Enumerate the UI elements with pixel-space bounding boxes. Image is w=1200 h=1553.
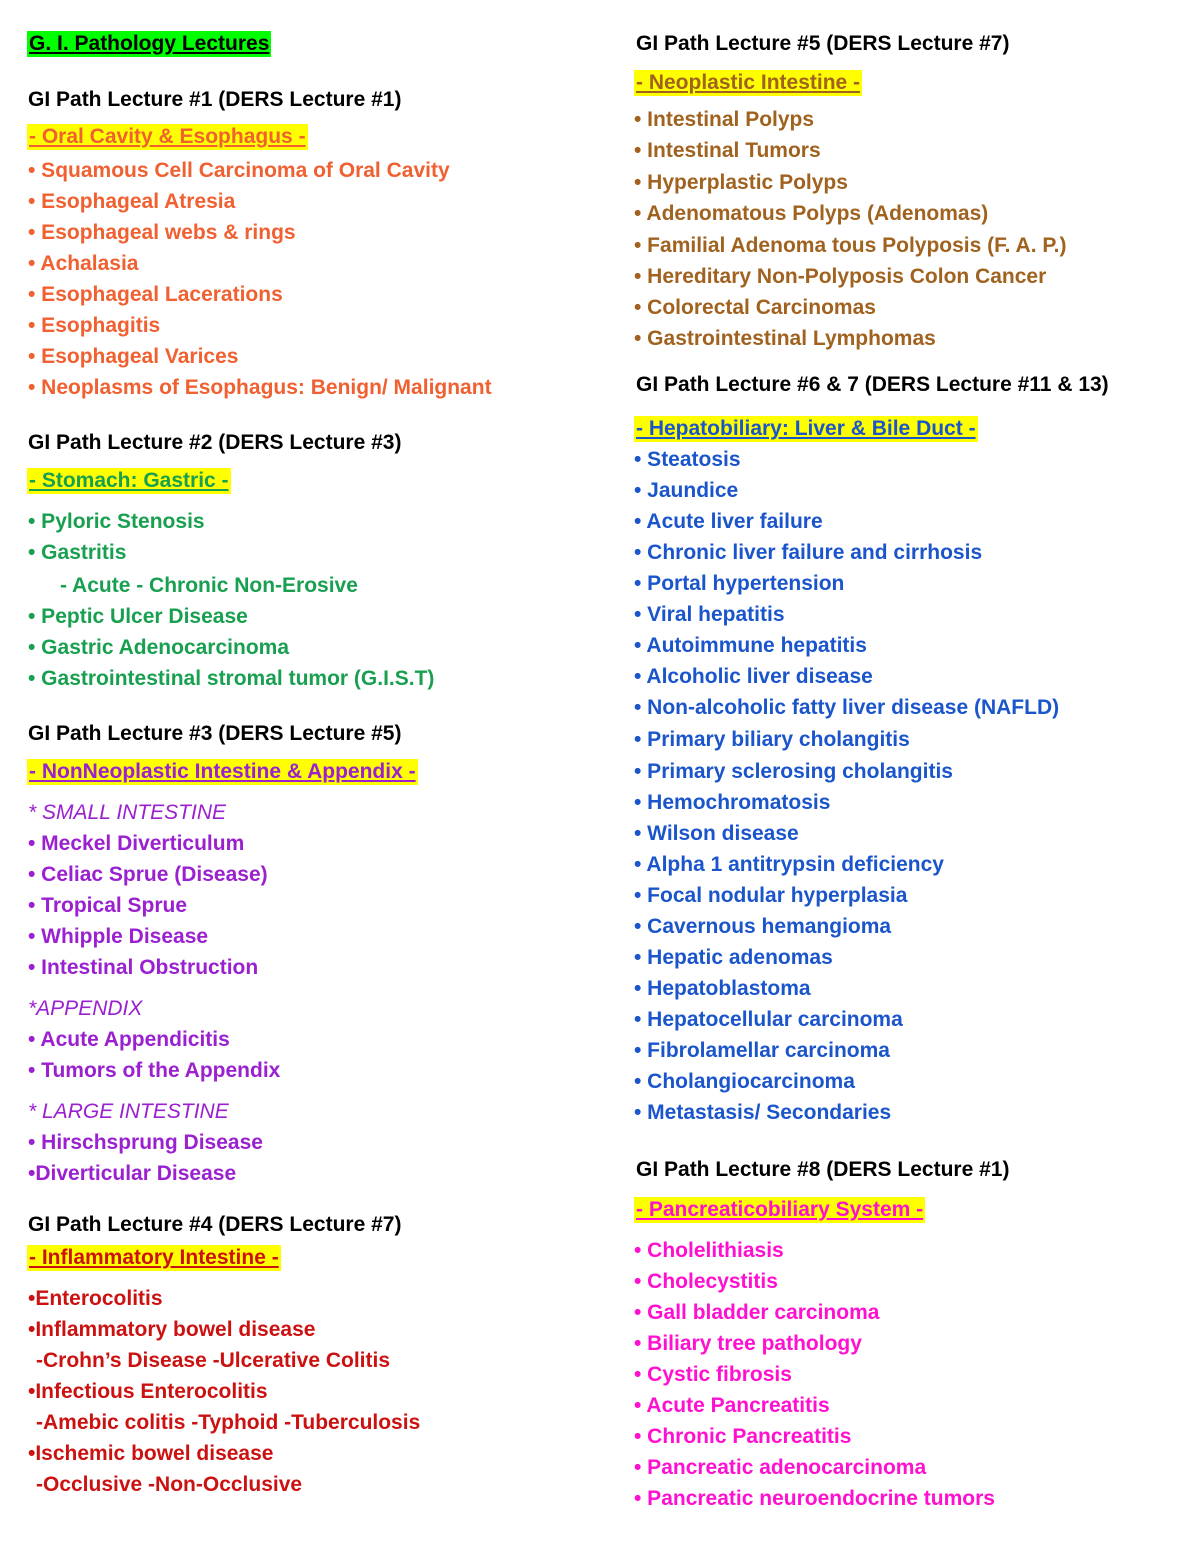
list-item: • Meckel Diverticulum	[28, 832, 245, 855]
list-item: • Colorectal Carcinomas	[634, 296, 876, 319]
list-item: • Whipple Disease	[28, 925, 209, 948]
category-label: * LARGE INTESTINE	[28, 1100, 229, 1123]
list-item: • Peptic Ulcer Disease	[28, 605, 248, 628]
list-item: • Cholangiocarcinoma	[634, 1070, 855, 1093]
list-item: • Acute Pancreatitis	[634, 1394, 830, 1417]
lecture-6-7-heading: GI Path Lecture #6 & 7 (DERS Lecture #11 & 13)	[636, 373, 1109, 396]
list-item: • Gastrointestinal Lymphomas	[634, 327, 936, 350]
list-item: • Primary sclerosing cholangitis	[634, 760, 953, 783]
list-item: • Esophagitis	[28, 314, 161, 337]
list-item: • Focal nodular hyperplasia	[634, 884, 908, 907]
lecture-8-heading: GI Path Lecture #8 (DERS Lecture #1)	[636, 1158, 1010, 1181]
list-item: • Biliary tree pathology	[634, 1332, 862, 1355]
category-label: * SMALL INTESTINE	[28, 801, 227, 824]
list-item: • Viral hepatitis	[634, 603, 785, 626]
list-item: • Hirschsprung Disease	[28, 1131, 263, 1154]
list-item: -Crohn’s Disease -Ulcerative Colitis	[36, 1349, 391, 1372]
lecture-1-heading: GI Path Lecture #1 (DERS Lecture #1)	[28, 88, 402, 111]
list-item: - Acute - Chronic Non-Erosive	[60, 574, 358, 597]
lecture-5-heading: GI Path Lecture #5 (DERS Lecture #7)	[636, 32, 1010, 55]
list-item: • Pancreatic adenocarcinoma	[634, 1456, 927, 1479]
list-item: •Enterocolitis	[28, 1287, 163, 1310]
list-item: • Cholecystitis	[634, 1270, 778, 1293]
list-item: • Cavernous hemangioma	[634, 915, 892, 938]
list-item: • Familial Adenoma tous Polyposis (F. A. P.)	[634, 234, 1067, 257]
list-item: -Amebic colitis -Typhoid -Tuberculosis	[36, 1411, 421, 1434]
list-item: • Hepatic adenomas	[634, 946, 833, 969]
lecture-4-topic: - Inflammatory Intestine -	[29, 1246, 279, 1269]
lecture-2-heading: GI Path Lecture #2 (DERS Lecture #3)	[28, 431, 402, 454]
list-item: •Infectious Enterocolitis	[28, 1380, 268, 1403]
lecture-2-topic: - Stomach: Gastric -	[29, 469, 229, 492]
list-item: • Hereditary Non-Polyposis Colon Cancer	[634, 265, 1047, 288]
list-item: • Alcoholic liver disease	[634, 665, 873, 688]
lecture-5-topic: - Neoplastic Intestine -	[636, 71, 861, 94]
list-item: • Primary biliary cholangitis	[634, 728, 910, 751]
lecture-1-topic: - Oral Cavity & Esophagus -	[29, 125, 306, 148]
list-item: • Hemochromatosis	[634, 791, 831, 814]
list-item: • Hyperplastic Polyps	[634, 171, 848, 194]
list-item: • Metastasis/ Secondaries	[634, 1101, 892, 1124]
list-item: • Adenomatous Polyps (Adenomas)	[634, 202, 989, 225]
list-item: • Esophageal Atresia	[28, 190, 236, 213]
list-item: • Gastric Adenocarcinoma	[28, 636, 289, 659]
list-item: • Gall bladder carcinoma	[634, 1301, 880, 1324]
list-item: • Tumors of the Appendix	[28, 1059, 281, 1082]
list-item: • Gastrointestinal stromal tumor (G.I.S.T)	[28, 667, 435, 690]
list-item: • Neoplasms of Esophagus: Benign/ Malignant	[28, 376, 492, 399]
list-item: • Cystic fibrosis	[634, 1363, 792, 1386]
page-title: G. I. Pathology Lectures	[29, 32, 270, 55]
list-item: • Hepatoblastoma	[634, 977, 811, 1000]
list-item: •Ischemic bowel disease	[28, 1442, 274, 1465]
list-item: • Acute liver failure	[634, 510, 823, 533]
list-item: • Chronic Pancreatitis	[634, 1425, 852, 1448]
lecture-3-topic: - NonNeoplastic Intestine & Appendix -	[29, 760, 416, 783]
list-item: • Fibrolamellar carcinoma	[634, 1039, 890, 1062]
list-item: • Alpha 1 antitrypsin deficiency	[634, 853, 944, 876]
list-item: • Wilson disease	[634, 822, 799, 845]
list-item: • Esophageal Lacerations	[28, 283, 283, 306]
list-item: • Jaundice	[634, 479, 739, 502]
list-item: • Hepatocellular carcinoma	[634, 1008, 903, 1031]
list-item: • Esophageal webs & rings	[28, 221, 296, 244]
lecture-4-heading: GI Path Lecture #4 (DERS Lecture #7)	[28, 1213, 402, 1236]
list-item: • Squamous Cell Carcinoma of Oral Cavity	[28, 159, 450, 182]
list-item: • Gastritis	[28, 541, 127, 564]
list-item: • Intestinal Obstruction	[28, 956, 259, 979]
lecture-3-heading: GI Path Lecture #3 (DERS Lecture #5)	[28, 722, 402, 745]
lecture-6-7-topic: - Hepatobiliary: Liver & Bile Duct -	[636, 417, 976, 440]
list-item: •Diverticular Disease	[28, 1162, 237, 1185]
list-item: •Inflammatory bowel disease	[28, 1318, 316, 1341]
list-item: • Steatosis	[634, 448, 741, 471]
list-item: • Intestinal Polyps	[634, 108, 815, 131]
list-item: • Tropical Sprue	[28, 894, 188, 917]
list-item: • Chronic liver failure and cirrhosis	[634, 541, 983, 564]
list-item: • Celiac Sprue (Disease)	[28, 863, 268, 886]
list-item: • Intestinal Tumors	[634, 139, 821, 162]
list-item: • Non-alcoholic fatty liver disease (NAFLD)	[634, 696, 1060, 719]
category-label: *APPENDIX	[28, 997, 143, 1020]
list-item: • Pancreatic neuroendocrine tumors	[634, 1487, 995, 1510]
list-item: • Cholelithiasis	[634, 1239, 784, 1262]
list-item: • Autoimmune hepatitis	[634, 634, 867, 657]
list-item: • Achalasia	[28, 252, 139, 275]
list-item: • Portal hypertension	[634, 572, 845, 595]
list-item: • Esophageal Varices	[28, 345, 239, 368]
list-item: -Occlusive -Non-Occlusive	[36, 1473, 303, 1496]
lecture-8-topic: - Pancreaticobiliary System -	[636, 1198, 924, 1221]
list-item: • Acute Appendicitis	[28, 1028, 230, 1051]
list-item: • Pyloric Stenosis	[28, 510, 205, 533]
